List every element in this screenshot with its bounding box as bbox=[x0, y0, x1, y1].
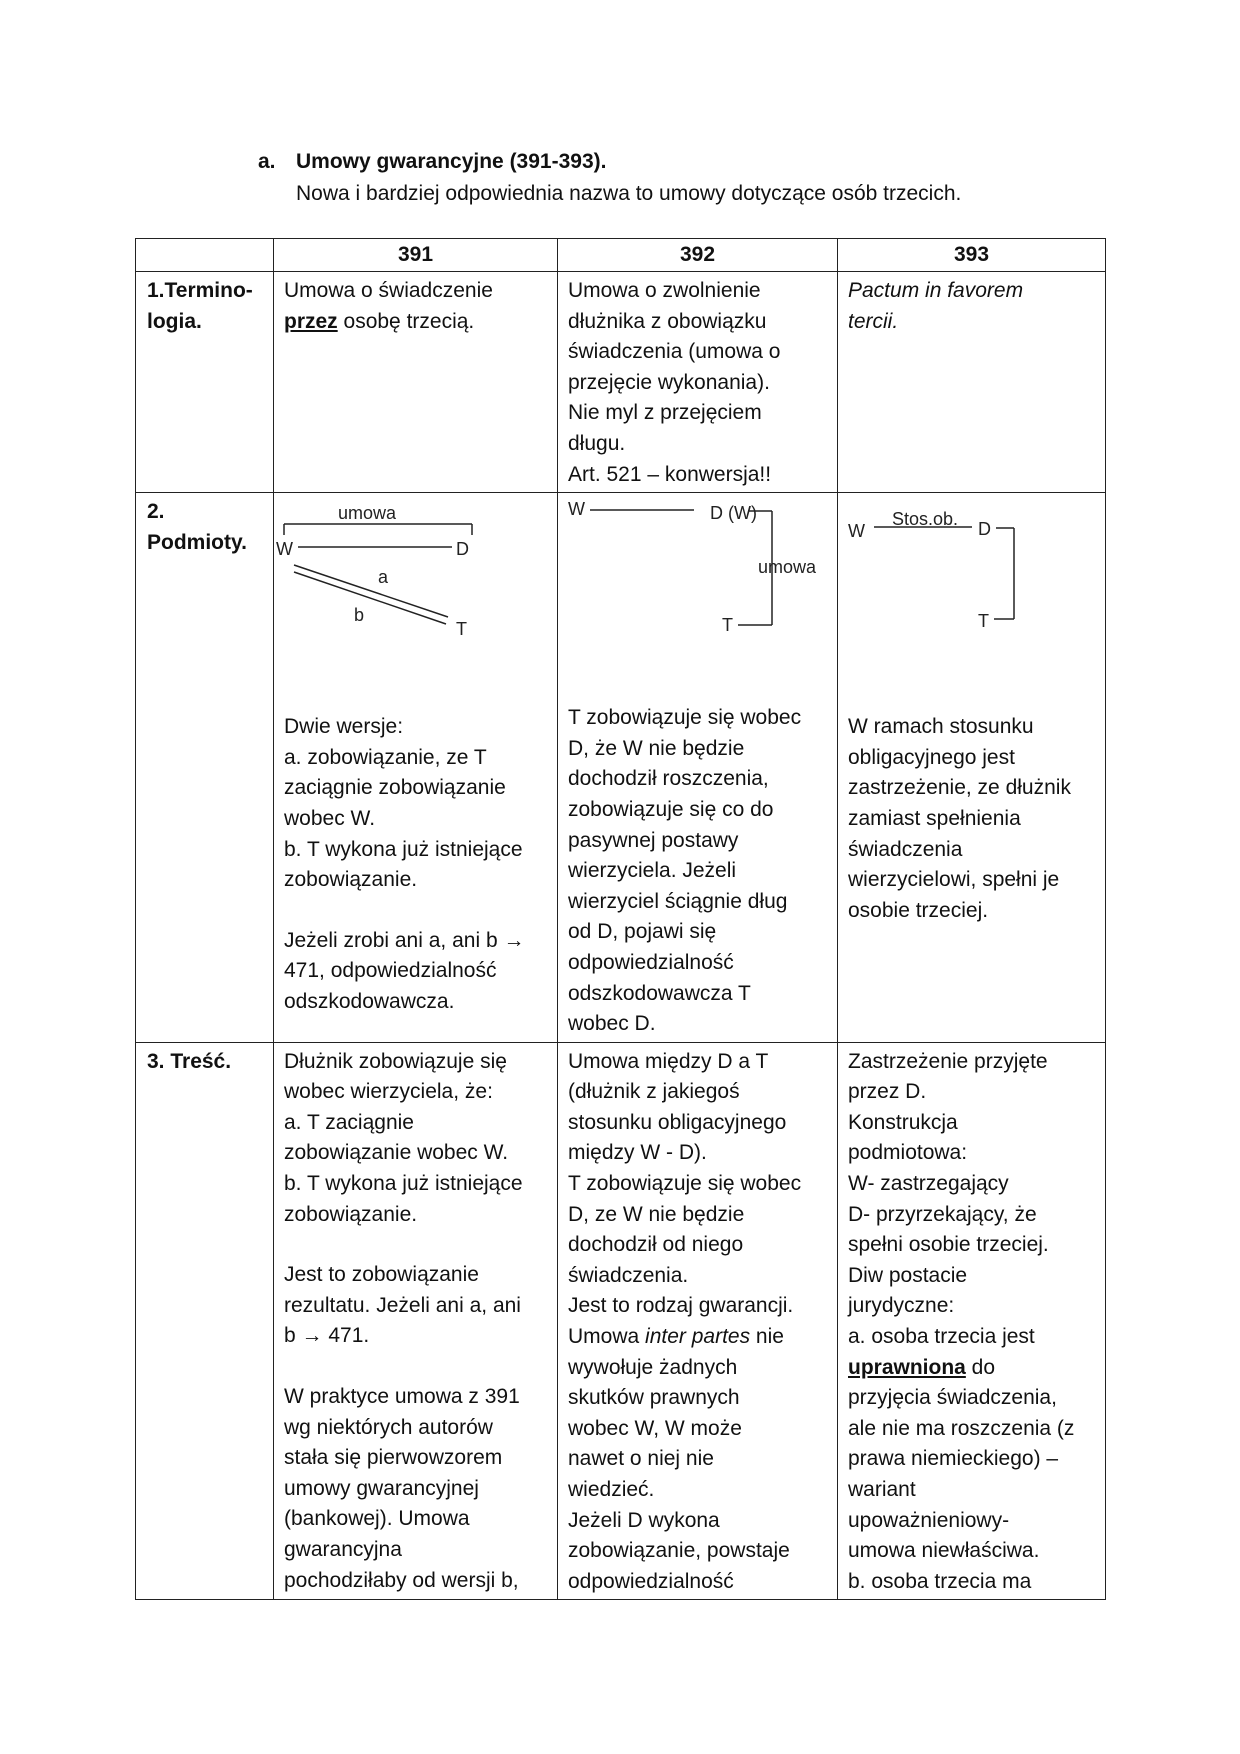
cell-content-391: Dłużnik zobowiązuje się wobec wierzyciela, że: a. T zaciągnie zobowiązanie wobec W. b. T wykona już istniejące zobowiązanie. Jest to zobowiązanie rezultatu. Jeżeli ani a, ani b → 471. W praktyce umowa z 391 wg niektórych autorów stała się pierwowzorem umowy gwarancyjnej (bankowej). Umowa gwarancyjna pochodziłaby od wersji b, bbox=[274, 1042, 558, 1600]
cell-parties-392: W D (W) umowa T T zobowiązuje się wobec D, że W nie będzie dochodził roszczenia, zobowiązuje się co do pasywnej postawy wierzyciela. Jeżeli wierzyciel ściągnie dług od D, pojawi się odpowiedzialność odszkodowawcza T wobec D. bbox=[558, 493, 838, 1043]
cell-terminology-391: Umowa o świadczenie przez osobę trzecią. bbox=[274, 272, 558, 493]
heading-marker: a. bbox=[258, 150, 276, 173]
heading-title: Umowy gwarancyjne (391-393). bbox=[296, 150, 607, 173]
header-empty bbox=[136, 239, 274, 272]
section-heading bbox=[258, 146, 961, 210]
comparison-table bbox=[135, 238, 1106, 1600]
diagram-393-w: W bbox=[848, 521, 865, 542]
row-label-parties: 2. Podmioty. bbox=[136, 493, 274, 1043]
row-label-terminology: 1.Termino- logia. bbox=[136, 272, 274, 493]
diagram-391-t: T bbox=[456, 619, 467, 640]
cell-parties-391: umowa W D a b T Dwie wersje: a. zobowiązanie, ze T zaciągnie zobowiązanie wobec W. b. T wykona już istniejące zobowiązanie. Jeżeli zrobi ani a, ani b → 471, odpowiedzialność odszkodowawcza. bbox=[274, 493, 558, 1043]
diagram-391-d: D bbox=[456, 539, 469, 560]
term-inter-partes: inter partes bbox=[645, 1325, 751, 1349]
diagram-393-stos: Stos.ob. bbox=[892, 509, 959, 530]
row-content bbox=[136, 1042, 1106, 1600]
row-parties bbox=[136, 493, 1106, 1043]
diagram-393-d: D bbox=[978, 519, 991, 540]
emphasis-uprawniona: uprawniona bbox=[848, 1355, 966, 1379]
diagram-391-w: W bbox=[276, 539, 293, 560]
diagram-392-t: T bbox=[722, 615, 733, 636]
cell-content-392: Umowa między D a T (dłużnik z jakiegoś stosunku obligacyjnego między W - D). T zobowiązuje się wobec D, ze W nie będzie dochodził od niego świadczenia. Jest to rodzaj gwarancji. Umowa inter partes nie wywołuje żadnych skutków prawnych wobec W, W może nawet o niej nie wiedzieć. Jeżeli D wykona zobowiązanie, powstaje odpowiedzialność bbox=[558, 1042, 838, 1600]
diagram-393 bbox=[838, 497, 1096, 677]
row-label-content: 3. Treść. bbox=[136, 1042, 274, 1600]
diagram-391-line-b bbox=[294, 572, 446, 624]
diagram-391-a: a bbox=[378, 567, 389, 588]
header-row bbox=[136, 239, 1106, 272]
diagram-392 bbox=[558, 493, 828, 673]
header-393: 393 bbox=[838, 239, 1106, 272]
cell-terminology-392: Umowa o zwolnienie dłużnika z obowiązku świadczenia (umowa o przejęcie wykonania). Nie myl z przejęciem długu. Art. 521 – konwersja!! bbox=[558, 272, 838, 493]
diagram-391 bbox=[274, 497, 536, 677]
header-392: 392 bbox=[558, 239, 838, 272]
heading-subtitle: Nowa i bardziej odpowiednia nazwa to umowy dotyczące osób trzecich. bbox=[296, 182, 962, 205]
cell-terminology-393: Pactum in favorem tercii. bbox=[838, 272, 1106, 493]
diagram-392-w: W bbox=[568, 499, 585, 520]
diagram-392-d: D (W) bbox=[710, 503, 757, 524]
emphasis-przez: przez bbox=[284, 309, 338, 333]
row-terminology bbox=[136, 272, 1106, 493]
diagram-393-t: T bbox=[978, 611, 989, 632]
diagram-391-umowa: umowa bbox=[338, 503, 397, 524]
diagram-391-line-a bbox=[294, 565, 448, 617]
header-391: 391 bbox=[274, 239, 558, 272]
cell-parties-393: W Stos.ob. D T W ramach stosunku obligacyjnego jest zastrzeżenie, ze dłużnik zamiast spełnienia świadczenia wierzycielowi, spełni je osobie trzeciej. bbox=[838, 493, 1106, 1043]
cell-content-393: Zastrzeżenie przyjęte przez D. Konstrukcja podmiotowa: W- zastrzegający D- przyrzekający, że spełni osobie trzeciej. Diw postacie jurydyczne: a. osoba trzecia jest uprawniona do przyjęcia świadczenia, ale nie ma roszczenia (z prawa niemieckiego) – wariant upoważnieniowy- umowa niewłaściwa. b. osoba trzecia ma bbox=[838, 1042, 1106, 1600]
diagram-391-b: b bbox=[354, 605, 365, 626]
diagram-392-umowa: umowa bbox=[758, 557, 817, 578]
